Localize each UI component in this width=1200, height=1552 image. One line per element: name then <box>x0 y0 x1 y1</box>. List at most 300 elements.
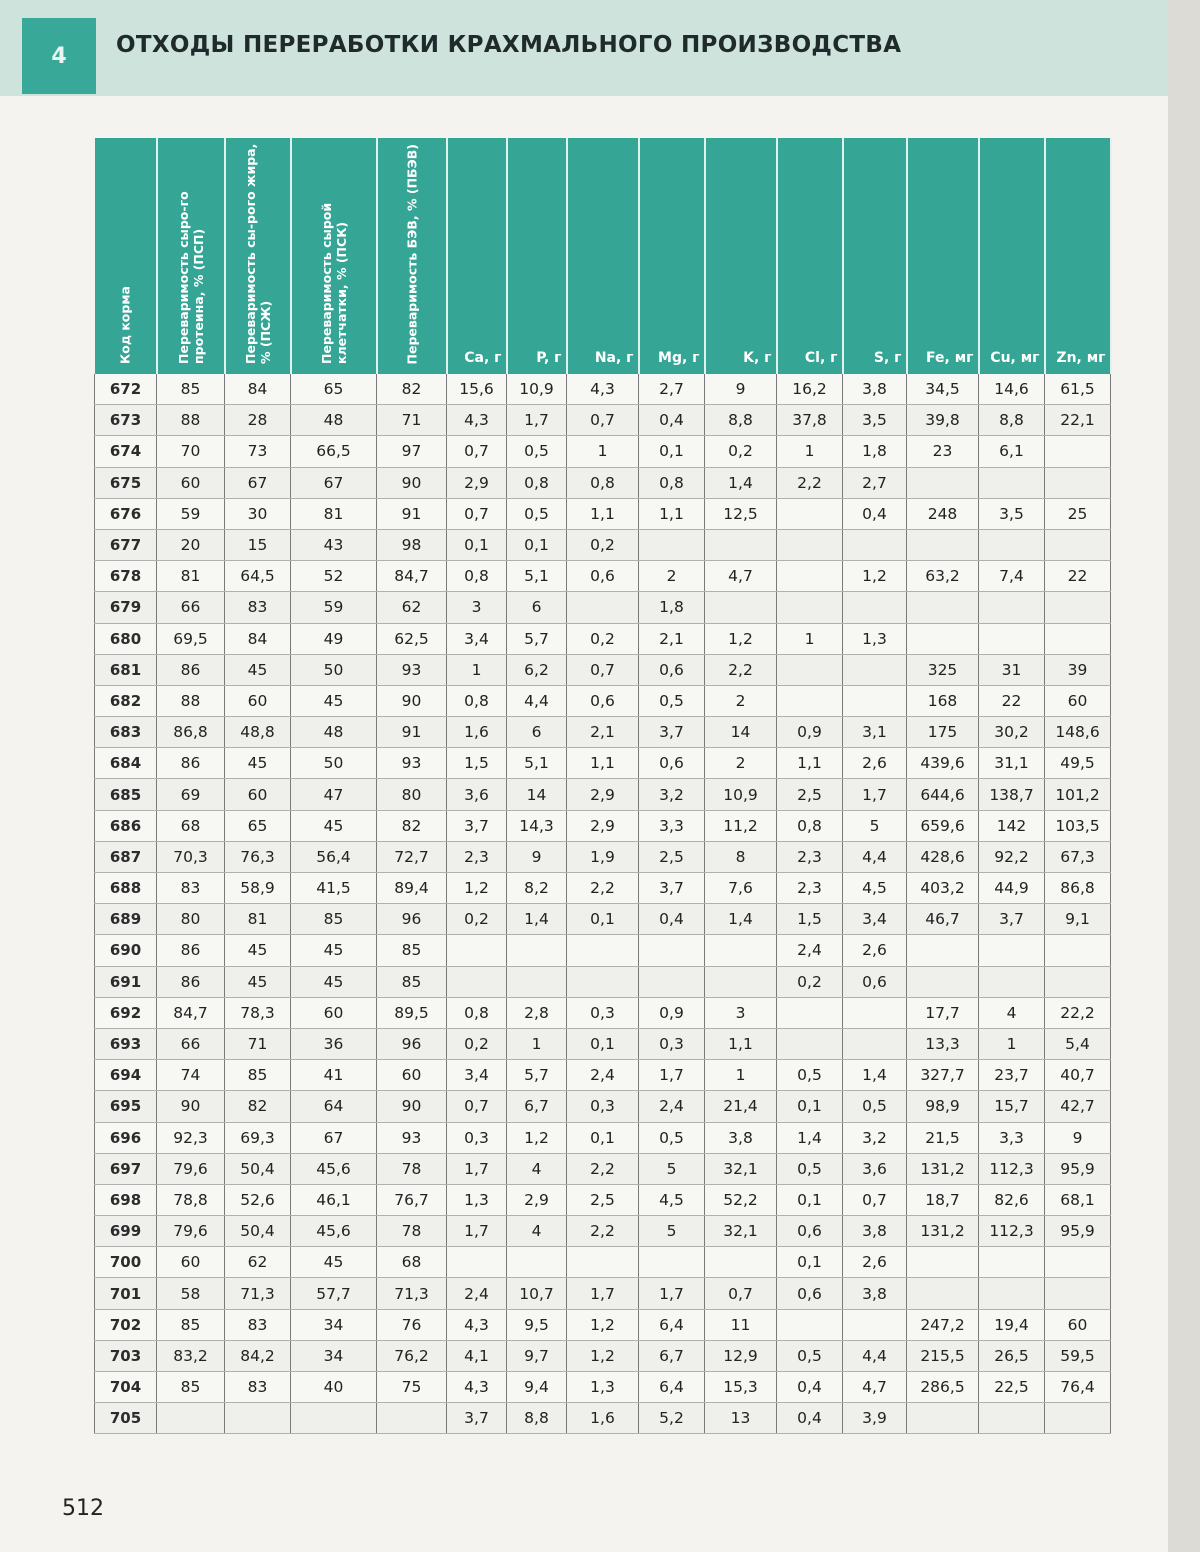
column-header-8 <box>639 138 705 374</box>
table-cell: 131,2 <box>907 1153 979 1184</box>
table-cell: 1,2 <box>843 561 907 592</box>
table-cell: 142 <box>979 810 1045 841</box>
table-cell: 2,2 <box>777 467 843 498</box>
table-cell: 3 <box>447 592 507 623</box>
table-cell: 644,6 <box>907 779 979 810</box>
table-cell: 0,2 <box>447 904 507 935</box>
table-cell: 3,8 <box>705 1122 777 1153</box>
feed-code-cell: 689 <box>95 904 157 935</box>
feed-code-cell: 692 <box>95 997 157 1028</box>
table-cell: 48 <box>291 717 377 748</box>
table-cell: 1 <box>447 654 507 685</box>
table-row <box>95 405 1111 436</box>
table-cell: 3,3 <box>979 1122 1045 1153</box>
table-cell: 1,7 <box>447 1153 507 1184</box>
table-cell: 60 <box>225 779 291 810</box>
table-cell: 80 <box>377 779 447 810</box>
table-cell: 22,2 <box>1045 997 1111 1028</box>
feed-code-cell: 686 <box>95 810 157 841</box>
column-header-label: Переваримость БЭВ, % (ПБЭВ) <box>404 143 419 364</box>
table-cell: 1,4 <box>705 467 777 498</box>
table-cell: 1,1 <box>567 748 639 779</box>
table-cell: 45 <box>291 810 377 841</box>
table-cell: 1,1 <box>639 498 705 529</box>
column-header-label: Переваримость сырой клетчатки, % (ПСК) <box>318 202 349 364</box>
table-row <box>95 561 1111 592</box>
table-cell <box>777 685 843 716</box>
table-cell: 2,5 <box>567 1184 639 1215</box>
table-cell <box>777 592 843 623</box>
page-edge-shadow <box>1168 0 1200 1552</box>
table-cell: 4,3 <box>447 1309 507 1340</box>
table-cell <box>1045 529 1111 560</box>
table-cell: 76 <box>377 1309 447 1340</box>
table-cell: 90 <box>377 1091 447 1122</box>
table-cell <box>979 1403 1045 1434</box>
table-cell: 1,2 <box>507 1122 567 1153</box>
table-cell: 31 <box>979 654 1045 685</box>
table-cell: 46,7 <box>907 904 979 935</box>
table-cell: 59 <box>157 498 225 529</box>
table-cell: 1,7 <box>843 779 907 810</box>
table-cell: 2 <box>639 561 705 592</box>
table-cell: 96 <box>377 904 447 935</box>
table-row <box>95 498 1111 529</box>
table-cell: 5 <box>843 810 907 841</box>
feed-code-cell: 698 <box>95 1184 157 1215</box>
feed-code-cell: 676 <box>95 498 157 529</box>
table-cell: 0,7 <box>447 1091 507 1122</box>
table-cell: 8 <box>705 841 777 872</box>
table-cell: 65 <box>225 810 291 841</box>
table-cell: 59,5 <box>1045 1340 1111 1371</box>
table-body <box>95 374 1111 1434</box>
table-cell: 4 <box>507 1153 567 1184</box>
table-cell: 2,6 <box>843 1247 907 1278</box>
table-cell: 659,6 <box>907 810 979 841</box>
table-cell <box>1045 935 1111 966</box>
column-header-6 <box>507 138 567 374</box>
table-cell: 2,1 <box>639 623 705 654</box>
feed-code-cell: 679 <box>95 592 157 623</box>
table-cell: 2,4 <box>447 1278 507 1309</box>
table-cell: 56,4 <box>291 841 377 872</box>
table-cell: 0,1 <box>777 1247 843 1278</box>
column-header-label: Ca, г <box>464 350 502 366</box>
table-cell: 0,5 <box>777 1153 843 1184</box>
table-cell: 8,2 <box>507 873 567 904</box>
table-cell: 40 <box>291 1372 377 1403</box>
table-cell <box>907 1278 979 1309</box>
table-cell: 88 <box>157 405 225 436</box>
table-cell <box>907 935 979 966</box>
table-cell <box>979 592 1045 623</box>
table-cell: 22 <box>1045 561 1111 592</box>
table-cell: 70 <box>157 436 225 467</box>
table-cell: 80 <box>157 904 225 935</box>
table-row <box>95 717 1111 748</box>
table-cell <box>1045 623 1111 654</box>
table-cell: 5,2 <box>639 1403 705 1434</box>
table-cell: 0,8 <box>447 997 507 1028</box>
table-cell: 4,7 <box>843 1372 907 1403</box>
table-cell: 22,1 <box>1045 405 1111 436</box>
table-cell: 48 <box>291 405 377 436</box>
table-cell: 83 <box>225 1309 291 1340</box>
table-cell: 98,9 <box>907 1091 979 1122</box>
table-row <box>95 467 1111 498</box>
table-cell: 175 <box>907 717 979 748</box>
feed-code-cell: 675 <box>95 467 157 498</box>
table-cell: 37,8 <box>777 405 843 436</box>
table-cell: 14,3 <box>507 810 567 841</box>
table-cell: 1,7 <box>447 1216 507 1247</box>
table-cell: 66,5 <box>291 436 377 467</box>
table-cell: 2,3 <box>447 841 507 872</box>
chapter-header-bar <box>0 0 1168 96</box>
table-cell: 0,5 <box>639 685 705 716</box>
table-cell: 34 <box>291 1309 377 1340</box>
table-cell: 69,3 <box>225 1122 291 1153</box>
chapter-title: ОТХОДЫ ПЕРЕРАБОТКИ КРАХМАЛЬНОГО ПРОИЗВОДСТВА <box>116 32 902 58</box>
table-cell: 1 <box>777 623 843 654</box>
table-cell: 9 <box>507 841 567 872</box>
column-header-9 <box>705 138 777 374</box>
table-cell: 10,7 <box>507 1278 567 1309</box>
table-cell: 0,6 <box>639 654 705 685</box>
table-cell <box>705 966 777 997</box>
table-cell: 1 <box>567 436 639 467</box>
table-cell: 0,6 <box>639 748 705 779</box>
table-cell: 2 <box>705 748 777 779</box>
table-cell: 92,2 <box>979 841 1045 872</box>
feed-code-cell: 681 <box>95 654 157 685</box>
table-cell: 1,6 <box>567 1403 639 1434</box>
table-cell: 131,2 <box>907 1216 979 1247</box>
table-cell <box>777 654 843 685</box>
table-cell <box>507 966 567 997</box>
table-cell: 2,9 <box>447 467 507 498</box>
table-cell: 57,7 <box>291 1278 377 1309</box>
table-cell: 21,5 <box>907 1122 979 1153</box>
table-cell: 8,8 <box>979 405 1045 436</box>
table-cell: 4,3 <box>447 1372 507 1403</box>
table-cell: 286,5 <box>907 1372 979 1403</box>
table-cell: 62 <box>225 1247 291 1278</box>
table-row <box>95 654 1111 685</box>
table-row <box>95 685 1111 716</box>
table-cell: 9,7 <box>507 1340 567 1371</box>
table-cell: 439,6 <box>907 748 979 779</box>
table-cell: 1,8 <box>843 436 907 467</box>
table-cell: 0,2 <box>567 623 639 654</box>
table-cell: 215,5 <box>907 1340 979 1371</box>
table-cell: 82 <box>377 810 447 841</box>
table-cell: 34,5 <box>907 374 979 405</box>
table-row <box>95 779 1111 810</box>
table-cell: 3,1 <box>843 717 907 748</box>
table-cell: 0,3 <box>447 1122 507 1153</box>
table-cell: 6,7 <box>507 1091 567 1122</box>
table-cell: 12,9 <box>705 1340 777 1371</box>
feed-code-cell: 704 <box>95 1372 157 1403</box>
table-cell: 74 <box>157 1060 225 1091</box>
table-cell <box>979 467 1045 498</box>
table-cell: 86,8 <box>1045 873 1111 904</box>
table-cell: 3,4 <box>843 904 907 935</box>
table-cell: 0,4 <box>639 904 705 935</box>
table-cell: 43 <box>291 529 377 560</box>
table-row <box>95 748 1111 779</box>
table-cell: 82 <box>225 1091 291 1122</box>
table-cell: 4,3 <box>567 374 639 405</box>
table-cell: 59 <box>291 592 377 623</box>
table-cell: 0,5 <box>777 1060 843 1091</box>
table-cell: 112,3 <box>979 1153 1045 1184</box>
table-cell: 1,6 <box>447 717 507 748</box>
table-cell: 7,6 <box>705 873 777 904</box>
table-cell: 9 <box>705 374 777 405</box>
table-cell: 4 <box>507 1216 567 1247</box>
table-cell: 86 <box>157 966 225 997</box>
column-header-0 <box>95 138 157 374</box>
table-cell: 1,2 <box>447 873 507 904</box>
feed-code-cell: 703 <box>95 1340 157 1371</box>
table-cell: 0,6 <box>777 1278 843 1309</box>
table-cell: 0,5 <box>777 1340 843 1371</box>
feed-code-cell: 690 <box>95 935 157 966</box>
table-cell: 78,8 <box>157 1184 225 1215</box>
table-cell <box>447 1247 507 1278</box>
table-cell <box>639 966 705 997</box>
table-cell: 0,3 <box>567 997 639 1028</box>
table-cell: 78 <box>377 1216 447 1247</box>
table-cell: 6,1 <box>979 436 1045 467</box>
table-row <box>95 1340 1111 1371</box>
table-cell: 4,4 <box>507 685 567 716</box>
table-cell: 67 <box>225 467 291 498</box>
table-cell: 28 <box>225 405 291 436</box>
table-cell: 3,4 <box>447 623 507 654</box>
table-cell: 0,5 <box>507 498 567 529</box>
table-cell <box>567 592 639 623</box>
table-cell: 71,3 <box>377 1278 447 1309</box>
table-cell: 93 <box>377 654 447 685</box>
table-row <box>95 374 1111 405</box>
table-cell <box>1045 467 1111 498</box>
table-cell: 1,5 <box>777 904 843 935</box>
column-header-label: S, г <box>873 350 902 366</box>
table-cell: 78 <box>377 1153 447 1184</box>
table-cell: 168 <box>907 685 979 716</box>
table-cell: 2,7 <box>843 467 907 498</box>
feed-code-cell: 702 <box>95 1309 157 1340</box>
table-cell: 1,2 <box>567 1309 639 1340</box>
table-cell <box>1045 966 1111 997</box>
feed-code-cell: 677 <box>95 529 157 560</box>
column-header-label: P, г <box>536 350 562 366</box>
table-cell: 22 <box>979 685 1045 716</box>
table-cell: 2,8 <box>507 997 567 1028</box>
table-cell <box>979 623 1045 654</box>
table-cell: 7,4 <box>979 561 1045 592</box>
table-cell <box>777 1309 843 1340</box>
table-cell: 4,4 <box>843 841 907 872</box>
table-cell: 50,4 <box>225 1216 291 1247</box>
table-cell: 68,1 <box>1045 1184 1111 1215</box>
column-header-7 <box>567 138 639 374</box>
table-cell: 3,7 <box>639 873 705 904</box>
table-cell: 14 <box>705 717 777 748</box>
table-cell: 4,1 <box>447 1340 507 1371</box>
table-cell: 2,9 <box>567 779 639 810</box>
table-cell: 0,1 <box>447 529 507 560</box>
table-row <box>95 873 1111 904</box>
table-cell <box>907 529 979 560</box>
table-cell: 85 <box>225 1060 291 1091</box>
table-cell: 86 <box>157 748 225 779</box>
table-cell: 52,6 <box>225 1184 291 1215</box>
table-cell: 0,4 <box>777 1403 843 1434</box>
feed-code-cell: 694 <box>95 1060 157 1091</box>
table-cell: 3,2 <box>843 1122 907 1153</box>
table-cell: 60 <box>291 997 377 1028</box>
table-cell: 68 <box>157 810 225 841</box>
table-cell: 6 <box>507 592 567 623</box>
table-cell: 93 <box>377 1122 447 1153</box>
feed-nutrient-table <box>94 138 1112 1434</box>
table-cell: 41,5 <box>291 873 377 904</box>
table-cell: 1,1 <box>777 748 843 779</box>
table-cell: 0,7 <box>843 1184 907 1215</box>
table-cell: 5,4 <box>1045 1028 1111 1059</box>
table-cell: 15,6 <box>447 374 507 405</box>
table-cell: 0,5 <box>639 1122 705 1153</box>
table-cell: 91 <box>377 498 447 529</box>
table-cell: 5,7 <box>507 623 567 654</box>
table-cell: 65 <box>291 374 377 405</box>
table-cell <box>705 529 777 560</box>
table-cell: 0,2 <box>777 966 843 997</box>
table-cell: 2,4 <box>639 1091 705 1122</box>
table-row <box>95 1153 1111 1184</box>
table-cell: 3,8 <box>843 1278 907 1309</box>
table-cell <box>157 1403 225 1434</box>
table-cell: 1,2 <box>705 623 777 654</box>
table-cell: 3,2 <box>639 779 705 810</box>
table-cell: 30,2 <box>979 717 1045 748</box>
table-cell: 47 <box>291 779 377 810</box>
column-header-13 <box>979 138 1045 374</box>
table-cell: 0,7 <box>567 654 639 685</box>
table-cell: 0,8 <box>639 467 705 498</box>
table-cell <box>705 592 777 623</box>
table-cell <box>1045 1247 1111 1278</box>
table-cell <box>907 966 979 997</box>
table-cell <box>291 1403 377 1434</box>
table-cell: 84,7 <box>377 561 447 592</box>
table-cell: 327,7 <box>907 1060 979 1091</box>
table-cell: 22,5 <box>979 1372 1045 1403</box>
table-cell: 2,5 <box>777 779 843 810</box>
table-cell: 10,9 <box>507 374 567 405</box>
feed-code-cell: 684 <box>95 748 157 779</box>
table-cell: 0,6 <box>567 561 639 592</box>
column-header-12 <box>907 138 979 374</box>
table-cell: 83,2 <box>157 1340 225 1371</box>
table-cell <box>777 498 843 529</box>
table-cell: 0,8 <box>567 467 639 498</box>
table-cell: 0,4 <box>843 498 907 529</box>
chapter-number: 4 <box>22 18 96 94</box>
table-cell: 3,7 <box>639 717 705 748</box>
table-cell <box>507 1247 567 1278</box>
table-cell: 83 <box>225 592 291 623</box>
table-cell: 84 <box>225 374 291 405</box>
table-cell: 11 <box>705 1309 777 1340</box>
table-cell <box>777 997 843 1028</box>
table-cell: 49,5 <box>1045 748 1111 779</box>
table-cell: 13 <box>705 1403 777 1434</box>
table-cell: 11,2 <box>705 810 777 841</box>
table-cell: 0,1 <box>567 1122 639 1153</box>
table-cell: 101,2 <box>1045 779 1111 810</box>
table-cell: 1,7 <box>507 405 567 436</box>
table-cell: 84,2 <box>225 1340 291 1371</box>
table-cell: 2,9 <box>567 810 639 841</box>
table-cell <box>1045 1278 1111 1309</box>
table-cell: 76,7 <box>377 1184 447 1215</box>
table-cell: 1,4 <box>843 1060 907 1091</box>
table-cell: 3,6 <box>447 779 507 810</box>
table-cell: 0,2 <box>705 436 777 467</box>
table-cell: 17,7 <box>907 997 979 1028</box>
table-cell: 8,8 <box>507 1403 567 1434</box>
table-cell: 0,8 <box>447 685 507 716</box>
table-cell: 45 <box>291 1247 377 1278</box>
column-header-3 <box>291 138 377 374</box>
table-cell: 2,6 <box>843 748 907 779</box>
feed-code-cell: 691 <box>95 966 157 997</box>
table-cell <box>843 1028 907 1059</box>
table-cell: 95,9 <box>1045 1216 1111 1247</box>
table-row <box>95 1028 1111 1059</box>
table-cell: 0,1 <box>777 1184 843 1215</box>
table-cell: 6,4 <box>639 1372 705 1403</box>
table-cell: 1,2 <box>567 1340 639 1371</box>
table-cell: 13,3 <box>907 1028 979 1059</box>
table-cell: 45,6 <box>291 1216 377 1247</box>
feed-nutrient-table-wrapper <box>94 138 1110 1434</box>
table-cell: 49 <box>291 623 377 654</box>
table-row <box>95 1309 1111 1340</box>
table-cell <box>843 592 907 623</box>
table-cell: 1,7 <box>567 1278 639 1309</box>
table-cell: 0,3 <box>567 1091 639 1122</box>
table-row <box>95 841 1111 872</box>
column-header-2 <box>225 138 291 374</box>
table-cell: 20 <box>157 529 225 560</box>
table-cell <box>907 467 979 498</box>
table-cell: 86 <box>157 654 225 685</box>
table-cell: 0,7 <box>447 436 507 467</box>
table-cell: 61,5 <box>1045 374 1111 405</box>
feed-code-cell: 685 <box>95 779 157 810</box>
table-cell: 72,7 <box>377 841 447 872</box>
table-row <box>95 436 1111 467</box>
table-cell: 18,7 <box>907 1184 979 1215</box>
feed-code-cell: 688 <box>95 873 157 904</box>
